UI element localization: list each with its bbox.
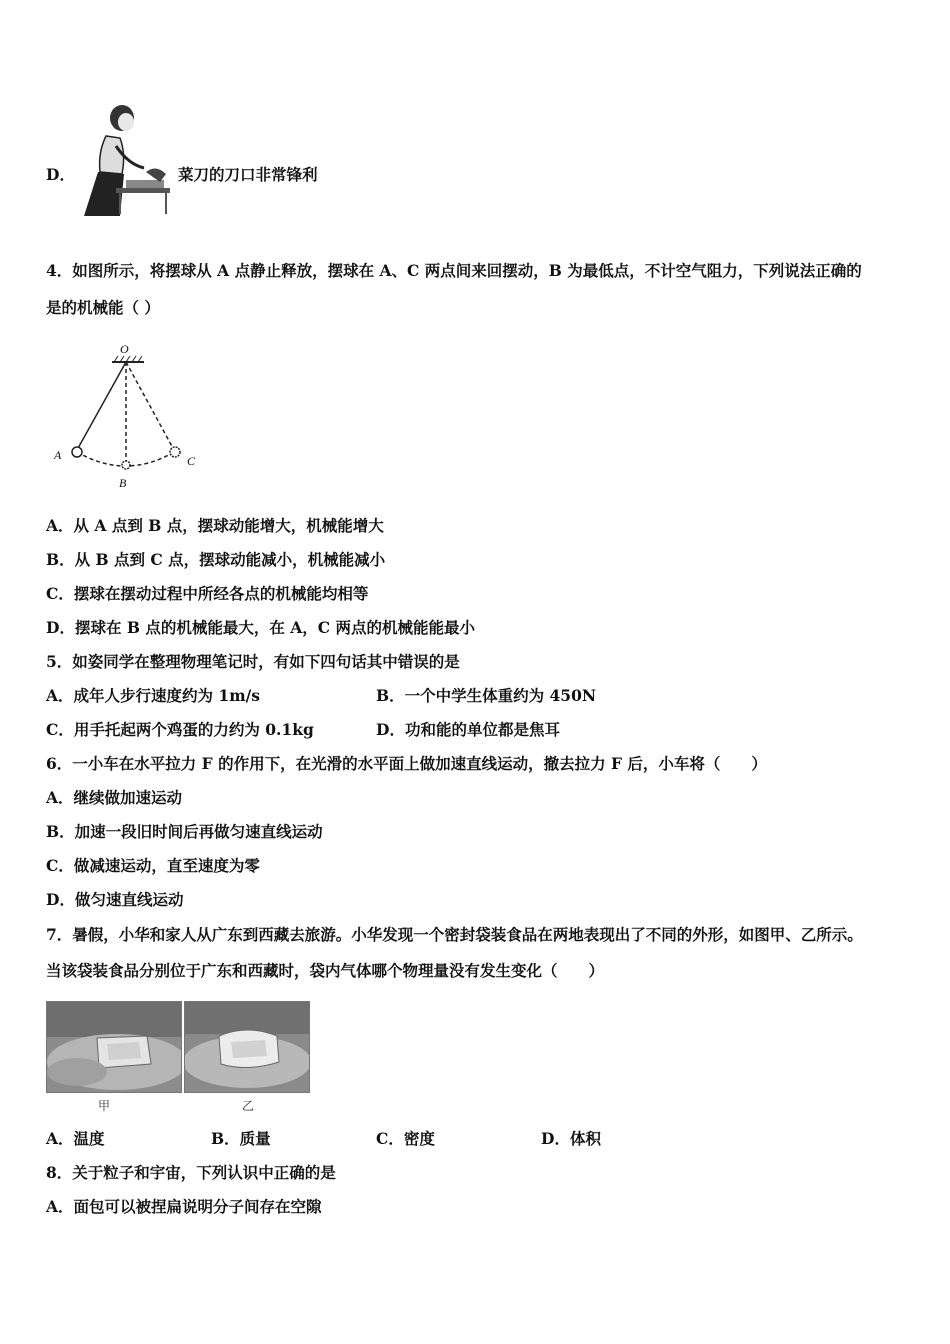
q7-option-c: C．密度 bbox=[376, 1129, 435, 1148]
q4-stem-line2: 是的机械能（ ） bbox=[46, 298, 160, 317]
q7-option-b: B．质量 bbox=[211, 1129, 271, 1148]
q4-option-b: B．从 B 点到 C 点，摆球动能减小，机械能减小 bbox=[46, 550, 386, 569]
q6-option-d: D．做匀速直线运动 bbox=[46, 890, 184, 909]
q6-option-b: B．加速一段旧时间后再做匀速直线运动 bbox=[46, 822, 323, 841]
q7-stem-line1: 7．暑假，小华和家人从广东到西藏去旅游。小华发现一个密封袋装食品在两地表现出了不同的外形，如图甲、乙所示。 bbox=[46, 925, 863, 944]
label-o: O bbox=[120, 342, 129, 356]
q8-option-a: A．面包可以被捏扁说明分子间存在空隙 bbox=[46, 1197, 322, 1216]
q7-option-d: D．体积 bbox=[541, 1129, 601, 1148]
q5-option-c: C．用手托起两个鸡蛋的力约为 0.1kg bbox=[46, 720, 314, 739]
cooking-figure-illustration bbox=[76, 102, 176, 220]
photo-guangdong-bag bbox=[46, 1001, 182, 1093]
caption-jia: 甲 bbox=[98, 1099, 111, 1113]
q5-option-d: D．功和能的单位都是焦耳 bbox=[376, 720, 560, 739]
q4-option-d: D．摆球在 B 点的机械能最大，在 A，C 两点的机械能能最小 bbox=[46, 618, 475, 637]
label-a: A bbox=[54, 448, 62, 462]
q4-option-a: A．从 A 点到 B 点，摆球动能增大，机械能增大 bbox=[46, 516, 384, 535]
caption-yi: 乙 bbox=[242, 1099, 255, 1113]
q3-option-d-text: 菜刀的刀口非常锋利 bbox=[178, 165, 318, 184]
q5-stem: 5．如姿同学在整理物理笔记时，有如下四句话其中错误的是 bbox=[46, 652, 460, 671]
q4-stem-line1: 4．如图所示，将摆球从 A 点静止释放，摆球在 A、C 两点间来回摆动，B 为最低点，不计空气阻力，下列说法正确的 bbox=[46, 261, 862, 280]
q5-option-a: A．成年人步行速度约为 1m/s bbox=[46, 686, 260, 705]
q6-stem: 6．一小车在水平拉力 F 的作用下，在光滑的水平面上做加速直线运动，撤去拉力 F 后，小车将（ ） bbox=[46, 754, 767, 773]
q7-option-a: A．温度 bbox=[46, 1129, 105, 1148]
q8-stem: 8．关于粒子和宇宙，下列认识中正确的是 bbox=[46, 1163, 336, 1182]
pendulum-diagram bbox=[48, 340, 208, 495]
q5-option-b: B．一个中学生体重约为 450N bbox=[376, 686, 597, 705]
q7-stem-line2: 当该袋装食品分别位于广东和西藏时，袋内气体哪个物理量没有发生变化（ ） bbox=[46, 961, 605, 980]
q4-option-c: C．摆球在摆动过程中所经各点的机械能均相等 bbox=[46, 584, 369, 603]
q6-option-c: C．做减速运动，直至速度为零 bbox=[46, 856, 260, 875]
q6-option-a: A．继续做加速运动 bbox=[46, 788, 183, 807]
label-b: B bbox=[119, 476, 127, 490]
label-c: C bbox=[187, 454, 196, 468]
q3-option-d-letter: D． bbox=[46, 165, 75, 184]
photo-tibet-bag bbox=[184, 1001, 310, 1093]
